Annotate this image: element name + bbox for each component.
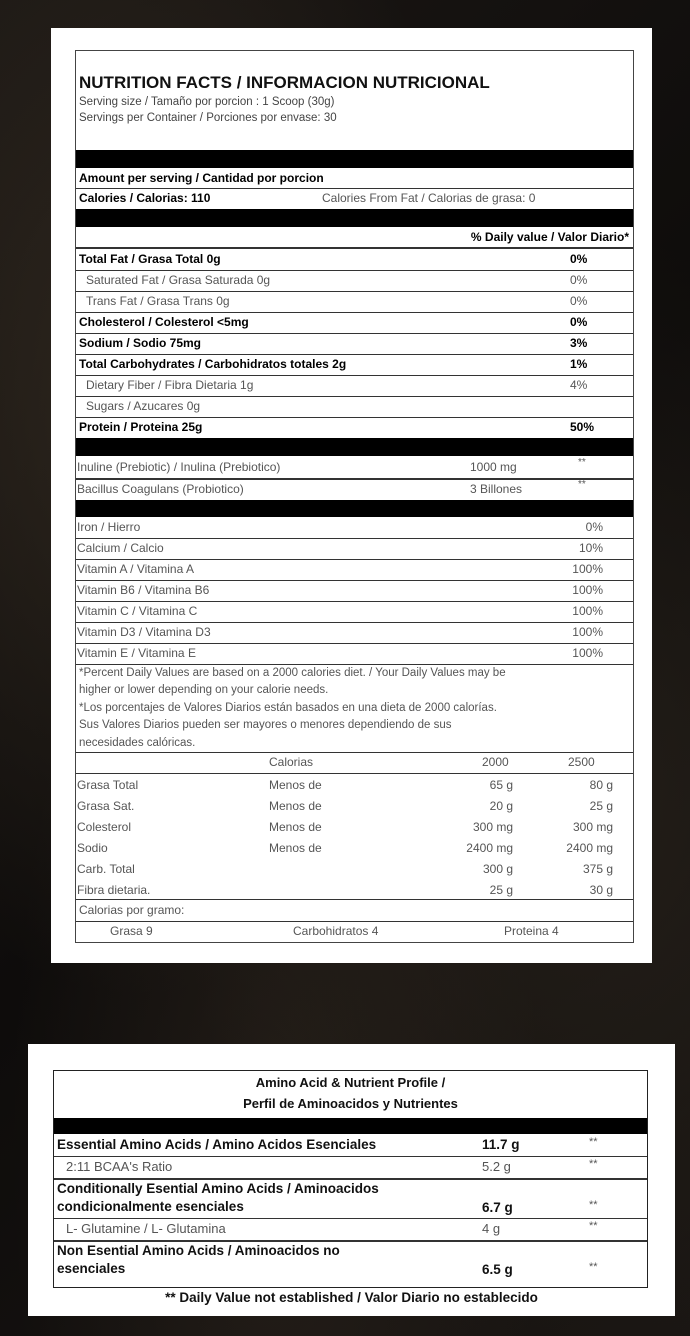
extra-label: Bacillus Coagulans (Probiotico) (77, 482, 244, 496)
amino-dv: ** (589, 1158, 598, 1170)
nutrient-dv: 0% (570, 273, 588, 287)
nutrient-dv: 0% (570, 252, 588, 266)
ref-2000: 20 g (489, 799, 513, 813)
nutrient-dv: 0% (570, 294, 588, 308)
ref-2000: 65 g (489, 778, 513, 792)
separator-bar (76, 438, 633, 456)
nutrient-label: Saturated Fat / Grasa Saturada 0g (86, 273, 271, 287)
nutrient-row (76, 249, 633, 270)
nutrient-label: Total Fat / Grasa Total 0g (79, 252, 221, 266)
amino-dv: ** (589, 1199, 598, 1211)
divider (76, 752, 633, 753)
amino-row (54, 1134, 647, 1156)
ref-2500: 30 g (589, 883, 613, 897)
per-gram-fat: Grasa 9 (110, 924, 153, 938)
nutrient-row (76, 312, 633, 333)
ref-header-calorias: Calorias (269, 755, 314, 769)
extra-row (76, 456, 633, 478)
nutrient-row (76, 291, 633, 312)
amino-dv: ** (589, 1136, 598, 1148)
vitamin-row (76, 559, 633, 580)
nutrient-dv: 50% (570, 420, 595, 434)
amino-dv: ** (589, 1261, 598, 1273)
vitamin-row (76, 580, 633, 601)
per-gram-carb: Carbohidratos 4 (293, 924, 379, 938)
vitamin-row (76, 538, 633, 559)
amino-label: Essential Amino Acids / Amino Acidos Esenciales (57, 1137, 377, 1152)
nutrient-dv: 0% (570, 315, 588, 329)
nutrient-row (76, 375, 633, 396)
vitamin-row (76, 643, 633, 664)
amount-per-serving: Amount per serving / Cantidad por porcion (79, 171, 324, 185)
separator-bar (76, 150, 633, 168)
ref-label: Sodio (77, 841, 108, 855)
nutrient-row (76, 417, 633, 438)
amino-amount: 6.5 g (482, 1262, 513, 1277)
per-gram-protein: Proteina 4 (504, 924, 559, 938)
vitamin-dv: 10% (578, 541, 603, 555)
extra-label: Inuline (Prebiotic) / Inulina (Prebiotico) (77, 460, 281, 474)
footnote-en-2: higher or lower depending on your calorie needs. (79, 684, 329, 696)
nutrient-label: Sugars / Azucares 0g (86, 399, 201, 413)
nutrient-dv: 4% (570, 378, 588, 392)
amino-amount: 5.2 g (482, 1159, 511, 1174)
extra-dv: ** (578, 479, 586, 490)
amino-amount: 11.7 g (482, 1137, 520, 1152)
nutrient-row (76, 270, 633, 291)
vitamin-label: Vitamin C / Vitamina C (77, 604, 198, 618)
ref-2000: 300 g (482, 862, 513, 876)
per-gram-row (76, 924, 633, 942)
nutrient-dv: 3% (570, 336, 588, 350)
vitamin-dv: 100% (572, 646, 603, 660)
amino-row (54, 1218, 647, 1240)
footnote-es-1: *Los porcentajes de Valores Diarios están basados en una dieta de 2000 calorías. (79, 702, 497, 714)
calories-from-fat: Calories From Fat / Calorias de grasa: 0 (322, 191, 536, 205)
separator-bar (54, 1118, 647, 1134)
amino-label: Non Esential Amino Acids / Aminoacidos no (57, 1243, 340, 1258)
nutrient-dv: 1% (570, 357, 588, 371)
nutrient-row (76, 354, 633, 375)
calories-row (76, 191, 633, 209)
amino-profile-card (28, 1044, 675, 1316)
extra-amount: 1000 mg (470, 460, 517, 474)
nutrient-label: Sodium / Sodio 75mg (79, 336, 202, 350)
ref-row (76, 859, 633, 880)
ref-2500: 25 g (589, 799, 613, 813)
ref-row (76, 817, 633, 838)
amino-title-1: Amino Acid & Nutrient Profile / (255, 1075, 446, 1090)
amino-amount: 4 g (482, 1221, 501, 1236)
nutrient-row (76, 396, 633, 417)
divider (76, 773, 633, 774)
ref-qualifier: Menos de (269, 778, 322, 792)
vitamin-dv: 100% (572, 583, 603, 597)
footnote-es-2: Sus Valores Diarios pueden ser mayores o menores dependiendo de sus (79, 719, 452, 731)
ref-2500: 80 g (589, 778, 613, 792)
vitamin-label: Vitamin D3 / Vitamina D3 (77, 625, 211, 639)
dv-header: % Daily value / Valor Diario* (470, 230, 629, 244)
nutrition-title: NUTRITION FACTS / INFORMACION NUTRICIONAL (79, 73, 490, 92)
ref-2500: 375 g (582, 862, 613, 876)
ref-label: Fibra dietaria. (77, 883, 151, 897)
ref-row (76, 775, 633, 796)
ref-label: Colesterol (77, 820, 132, 834)
amino-profile-panel (53, 1070, 648, 1288)
amino-row (54, 1240, 647, 1287)
vitamin-label: Vitamin B6 / Vitamina B6 (77, 583, 210, 597)
vitamin-row (76, 601, 633, 622)
ref-qualifier: Menos de (269, 841, 322, 855)
vitamin-label: Vitamin A / Vitamina A (77, 562, 194, 576)
amino-label-2: condicionalmente esenciales (57, 1199, 244, 1214)
ref-header-2500: 2500 (568, 755, 595, 769)
amino-label: L- Glutamine / L- Glutamina (66, 1221, 226, 1236)
ref-2000: 2400 mg (466, 841, 513, 855)
ref-label: Grasa Sat. (77, 799, 135, 813)
nutrient-label: Protein / Proteina 25g (79, 420, 203, 434)
ref-row (76, 838, 633, 859)
calories-label: Calories / Calorias: 110 (79, 191, 211, 205)
ref-label: Carb. Total (77, 862, 135, 876)
amino-amount: 6.7 g (482, 1200, 513, 1215)
vitamin-row (76, 622, 633, 643)
ref-2000: 300 mg (472, 820, 513, 834)
ref-label: Grasa Total (77, 778, 139, 792)
nutrition-facts-panel (75, 50, 634, 943)
separator-bar (76, 500, 633, 517)
ref-qualifier: Menos de (269, 799, 322, 813)
nutrient-label: Cholesterol / Colesterol <5mg (79, 315, 249, 329)
ref-row (76, 880, 633, 901)
footnote-es-3: necesidades calóricas. (79, 737, 196, 749)
vitamin-dv: 0% (585, 520, 603, 534)
vitamin-label: Iron / Hierro (77, 520, 141, 534)
ref-row (76, 796, 633, 817)
extra-row (76, 478, 633, 500)
ref-qualifier: Menos de (269, 820, 322, 834)
vitamin-label: Vitamin E / Vitamina E (77, 646, 196, 660)
amino-footer: ** Daily Value not established / Valor Diario no establecido (165, 1290, 538, 1305)
amino-label: Conditionally Esential Amino Acids / Aminoacidos (57, 1181, 379, 1196)
divider (76, 664, 633, 665)
extra-amount: 3 Billones (470, 482, 523, 496)
footnote-en-1: *Percent Daily Values are based on a 2000 calories diet. / Your Daily Values may be (79, 667, 506, 679)
vitamin-dv: 100% (572, 604, 603, 618)
nutrition-facts-card (51, 28, 652, 963)
amino-dv: ** (589, 1220, 598, 1232)
amino-label: 2:11 BCAA's Ratio (66, 1159, 173, 1174)
per-gram-label: Calorias por gramo: (79, 903, 185, 917)
servings-per-container: Servings per Container / Porciones por envase: 30 (79, 112, 337, 124)
vitamin-row (76, 517, 633, 538)
vitamin-dv: 100% (572, 625, 603, 639)
nutrient-label: Trans Fat / Grasa Trans 0g (86, 294, 230, 308)
ref-2000: 25 g (489, 883, 513, 897)
vitamin-label: Calcium / Calcio (77, 541, 164, 555)
nutrient-row (76, 333, 633, 354)
nutrient-label: Dietary Fiber / Fibra Dietaria 1g (86, 378, 254, 392)
nutrient-label: Total Carbohydrates / Carbohidratos totales 2g (79, 357, 347, 371)
amino-label-2: esenciales (57, 1261, 126, 1276)
amino-row (54, 1156, 647, 1178)
serving-size: Serving size / Tamaño por porcion : 1 Scoop (30g) (79, 96, 335, 108)
vitamin-dv: 100% (572, 562, 603, 576)
divider (76, 188, 633, 189)
amino-row (54, 1178, 647, 1218)
divider (76, 921, 633, 922)
ref-2500: 2400 mg (566, 841, 613, 855)
separator-bar (76, 209, 633, 227)
ref-2500: 300 mg (572, 820, 613, 834)
ref-header-row (76, 755, 633, 773)
amino-title-2: Perfil de Aminoacidos y Nutrientes (243, 1096, 458, 1111)
divider (76, 899, 633, 900)
ref-header-2000: 2000 (482, 755, 509, 769)
extra-dv: ** (578, 457, 586, 468)
